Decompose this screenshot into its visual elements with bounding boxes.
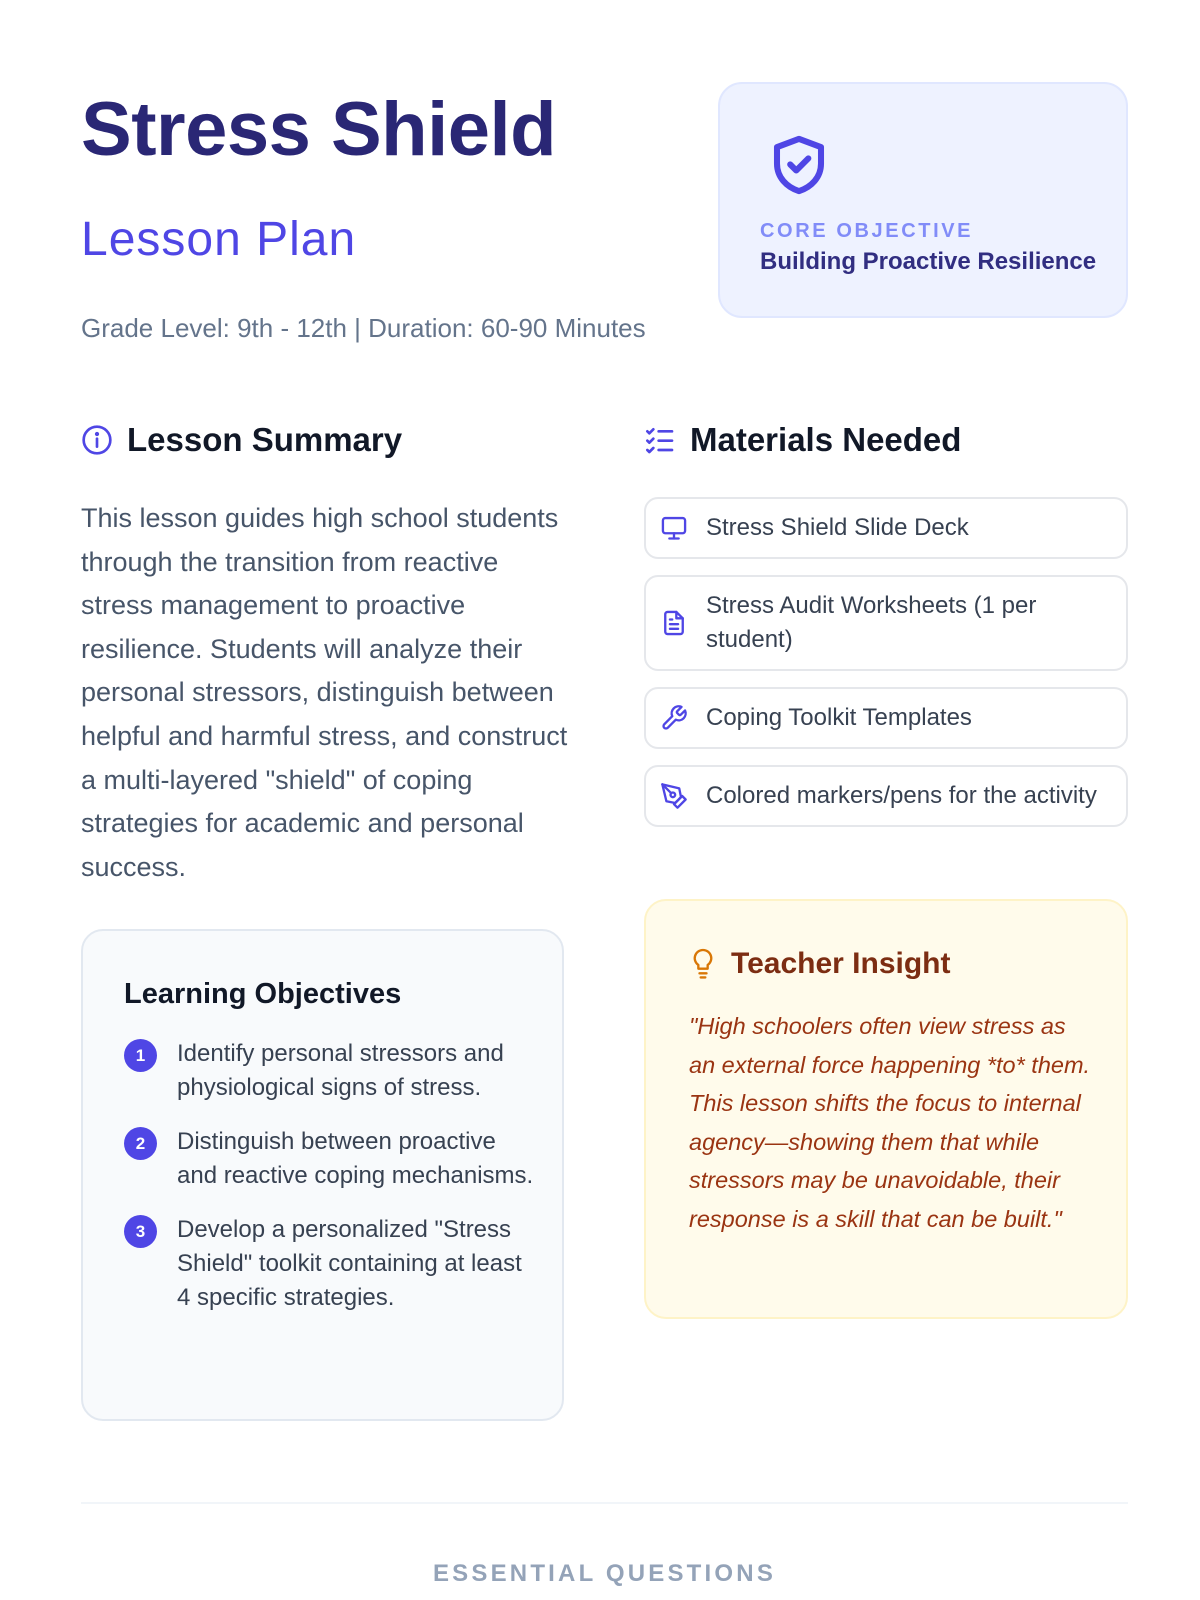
objective-number-badge: 1 — [124, 1039, 157, 1072]
wrench-icon — [660, 704, 688, 732]
lightbulb-icon — [689, 947, 717, 981]
teacher-insight-title: Teacher Insight — [731, 947, 951, 980]
info-icon — [81, 424, 113, 456]
objective-item — [124, 1213, 534, 1315]
teacher-insight-heading — [689, 947, 951, 981]
material-text: Colored markers/pens for the activity — [706, 782, 1097, 809]
objective-text: Develop a personalized "Stress Shield" toolkit containing at least 4 specific strategies. — [177, 1216, 522, 1311]
material-text: Coping Toolkit Templates — [706, 704, 972, 731]
teacher-insight-quote: "High schoolers often view stress as an external force happening *to* them. This lesson shifts the focus to internal agency—showing them that while stressors may be unavoidable, their response is a skill that can be built." — [689, 1013, 1091, 1232]
monitor-icon — [660, 514, 688, 542]
material-text: Stress Shield Slide Deck — [706, 514, 969, 541]
objective-text: Distinguish between proactive and reactive coping mechanisms. — [177, 1128, 534, 1189]
material-text: Stress Audit Worksheets (1 per student) — [706, 592, 1037, 653]
learning-objectives-list — [124, 1037, 534, 1335]
lesson-summary-title: Lesson Summary — [127, 421, 403, 458]
materials-needed-title: Materials Needed — [690, 421, 962, 458]
essential-questions-label: ESSENTIAL QUESTIONS — [432, 1560, 777, 1587]
objective-item — [124, 1125, 534, 1193]
grade-duration-meta: Grade Level: 9th - 12th | Duration: 60-90 Minutes — [81, 313, 646, 343]
lesson-summary-heading — [81, 421, 402, 459]
pen-tool-icon — [660, 782, 688, 810]
material-item — [644, 575, 1128, 671]
core-objective-card — [718, 82, 1128, 318]
page-title: Stress Shield — [81, 87, 557, 172]
material-item — [644, 687, 1128, 749]
learning-objectives-title: Learning Objectives — [124, 978, 402, 1010]
materials-list — [644, 497, 1128, 843]
checklist-icon — [644, 424, 676, 456]
objective-number-badge: 2 — [124, 1127, 157, 1160]
learning-objectives-card — [81, 929, 564, 1421]
objective-number-badge: 3 — [124, 1215, 157, 1248]
shield-check-icon — [766, 127, 832, 203]
document-icon — [660, 609, 688, 637]
page-subtitle: Lesson Plan — [81, 213, 357, 266]
teacher-insight-card — [644, 899, 1128, 1319]
material-item — [644, 765, 1128, 827]
core-objective-label: CORE OBJECTIVE — [760, 220, 974, 242]
objective-text: Identify personal stressors and physiological signs of stress. — [177, 1040, 504, 1101]
core-objective-text: Building Proactive Resilience — [760, 248, 1097, 275]
material-item — [644, 497, 1128, 559]
lesson-summary-text: This lesson guides high school students through the transition from reactive stress management to proactive resilience. Students will analyze their personal stressors, distinguish between helpful and harmful stress, and construct a multi-layered "shield" of coping strategies for academic and personal success. — [81, 503, 568, 882]
section-divider — [81, 1502, 1128, 1504]
materials-needed-heading — [644, 421, 961, 459]
objective-item — [124, 1037, 534, 1105]
